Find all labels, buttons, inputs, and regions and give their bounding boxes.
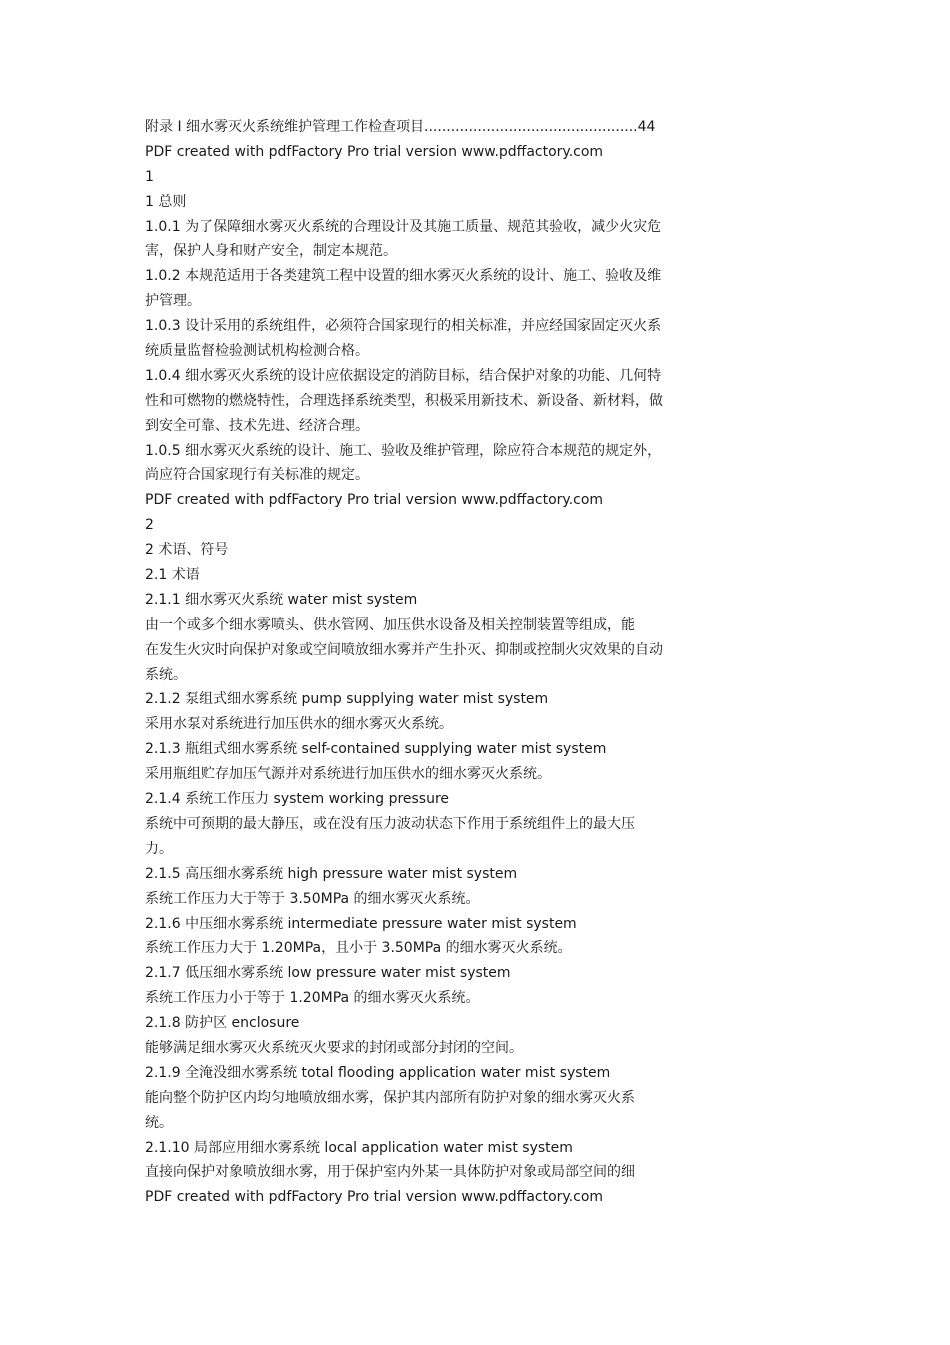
chapter-heading: 1 总则	[145, 193, 187, 210]
paragraph-line: 性和可燃物的燃烧特性，合理选择系统类型，积极采用新技术、新设备、新材料，做	[145, 392, 663, 409]
term-heading: 2.1.2 泵组式细水雾系统 pump supplying water mist system	[145, 691, 549, 708]
paragraph-line: 系统。	[145, 666, 187, 683]
term-heading: 2.1.4 系统工作压力 system working pressure	[145, 791, 450, 808]
paragraph-line: 系统工作压力大于 1.20MPa，且小于 3.50MPa 的细水雾灭火系统。	[145, 940, 572, 957]
paragraph-line: 能够满足细水雾灭火系统灭火要求的封闭或部分封闭的空间。	[145, 1039, 523, 1056]
paragraph-line: 1.0.4 细水雾灭火系统的设计应依据设定的消防目标，结合保护对象的功能、几何特	[145, 367, 662, 384]
paragraph-line: 1.0.3 设计采用的系统组件，必须符合国家现行的相关标准，并应经国家固定灭火系	[145, 318, 662, 335]
page-number: 2	[145, 517, 154, 534]
watermark-line: PDF created with pdfFactory Pro trial version www.pdffactory.com	[145, 1189, 604, 1206]
paragraph-line: 1.0.2 本规范适用于各类建筑工程中设置的细水雾灭火系统的设计、施工、验收及维	[145, 268, 662, 285]
paragraph-line: 能向整个防护区内均匀地喷放细水雾，保护其内部所有防护对象的细水雾灭火系	[145, 1089, 635, 1106]
paragraph-line: 1.0.5 细水雾灭火系统的设计、施工、验收及维护管理，除应符合本规范的规定外，	[145, 442, 662, 459]
chapter-heading: 2 术语、符号	[145, 542, 229, 559]
page-number: 1	[145, 168, 154, 185]
paragraph-line: 1.0.1 为了保障细水雾灭火系统的合理设计及其施工质量、规范其验收，减少火灾危	[145, 218, 662, 235]
term-heading: 2.1.3 瓶组式细水雾系统 self-contained supplying water mist system	[145, 741, 607, 758]
term-heading: 2.1.6 中压细水雾系统 intermediate pressure water mist system	[145, 915, 577, 932]
paragraph-line: 力。	[145, 840, 173, 857]
paragraph-line: 采用水泵对系统进行加压供水的细水雾灭火系统。	[145, 716, 453, 733]
paragraph-line: 到安全可靠、技术先进、经济合理。	[145, 417, 369, 434]
paragraph-line: 在发生火灾时向保护对象或空间喷放细水雾并产生扑灭、抑制或控制火灾效果的自动	[145, 641, 663, 658]
term-heading: 2.1.5 高压细水雾系统 high pressure water mist system	[145, 865, 518, 882]
paragraph-line: 系统工作压力小于等于 1.20MPa 的细水雾灭火系统。	[145, 990, 480, 1007]
paragraph-line: 尚应符合国家现行有关标准的规定。	[145, 467, 369, 484]
paragraph-line: 直接向保护对象喷放细水雾，用于保护室内外某一具体防护对象或局部空间的细	[145, 1164, 635, 1181]
term-heading: 2.1.8 防护区 enclosure	[145, 1015, 300, 1032]
paragraph-line: 采用瓶组贮存加压气源并对系统进行加压供水的细水雾灭火系统。	[145, 766, 551, 783]
term-heading: 2.1.1 细水雾灭火系统 water mist system	[145, 591, 418, 608]
paragraph-line: 系统工作压力大于等于 3.50MPa 的细水雾灭火系统。	[145, 890, 480, 907]
paragraph-line: 由一个或多个细水雾喷头、供水管网、加压供水设备及相关控制装置等组成，能	[145, 616, 635, 633]
paragraph-line: 系统中可预期的最大静压，或在没有压力波动状态下作用于系统组件上的最大压	[145, 815, 635, 832]
term-heading: 2.1.7 低压细水雾系统 low pressure water mist system	[145, 965, 511, 982]
term-heading: 2.1.10 局部应用细水雾系统 local application water mist system	[145, 1139, 573, 1156]
document-page	[145, 115, 775, 1210]
paragraph-line: 统质量监督检验测试机构检测合格。	[145, 343, 369, 360]
paragraph-line: 害，保护人身和财产安全，制定本规范。	[145, 243, 397, 260]
paragraph-line: 统。	[145, 1114, 173, 1131]
appendix-toc-line: 附录 Ⅰ 细水雾灭火系统维护管理工作检查项目................................................44	[145, 119, 656, 135]
watermark-line: PDF created with pdfFactory Pro trial version www.pdffactory.com	[145, 492, 604, 509]
section-heading: 2.1 术语	[145, 567, 200, 584]
watermark-line: PDF created with pdfFactory Pro trial version www.pdffactory.com	[145, 143, 604, 160]
term-heading: 2.1.9 全淹没细水雾系统 total flooding application water mist system	[145, 1064, 611, 1081]
paragraph-line: 护管理。	[145, 293, 201, 310]
